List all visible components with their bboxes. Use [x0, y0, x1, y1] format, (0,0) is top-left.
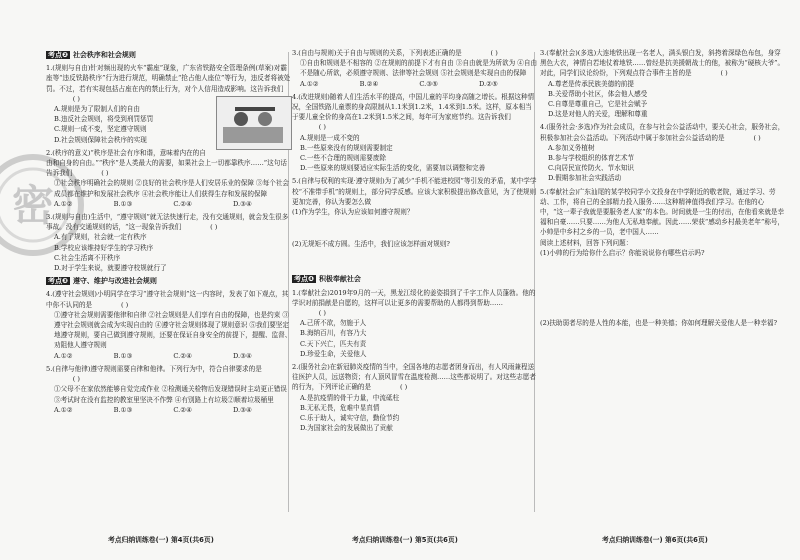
choice: D.③④ [233, 405, 252, 414]
option: B.学校应该维持好学生的学习秩序 [54, 243, 154, 252]
choice: A.①② [300, 79, 319, 88]
question-5b: 5.(自律与权利的实现·遵守规则)为了减少“手机不能进校园”等引发的矛盾，某中学学校“不准带手机”的规则上，部分同学反感。应该大家积极提出修改意见，为了使规则更加完善，你认为要怎么做 (1)作为学生，你认为应该如何遵守规则？ (2)无规矩不成方圆。生活中，我们应该怎样面对规则? [292, 176, 538, 271]
page-footer: 考点归纳训练卷(一) 第4页(共6页) [108, 536, 214, 544]
option: C.天下兴亡，匹夫有责 [300, 339, 367, 348]
option: B.参与学校组织的体育艺术节 [548, 154, 635, 163]
question-3c: 3.(奉献社会)(多选)大连地铁出现一名老人，满头银白发，斜挎着深绿色布包，身穿黑色大衣，神情自若地仗着地铁……曾经是抗美援朝战士的他，被称为“硬核大爷”。对此，同学们议论纷纷，下列观点符合事件主旨的是 ( ) A.尊老是传承民族美德的前提 B.关爱帮助小社区，体会他人感受 C.自尊是尊重自己，它是社会赋予 D.这是对他人的关爱，理解和尊重 [540, 49, 785, 119]
choice: A.①② [54, 405, 73, 414]
choice: C.③⑤ [419, 79, 439, 88]
option-list: ①父母不在家依然能够自觉完成作业 ②检测通关检物后发现错误时主动更正错误 ③考试时在没有监控的教室里坚决不作弊 ④有别路上有垃圾②顺着垃圾桶里 [54, 385, 287, 404]
option: D.对于学生来说，就要遵守校规就行了 [54, 264, 167, 273]
answer-space[interactable] [540, 328, 786, 350]
choice: C.②④ [173, 351, 193, 360]
option: B.违反社会规则，将受到刑罚惩罚 [54, 115, 154, 124]
question-7: 2.(服务社会)在新冠肺炎疫情的当中，全国各地的志愿者团身而出，有人风雨兼程送往医护人员，远送物资；有人顶风冒雪在温度检测……这些都说明了。对这些志愿者的行为，下列评论正确的是 ( ) A.是抗疫情的骨干力量，中流砥柱 B.无私无畏，危难中显真情 C.乐于助人，诚实守信，勤俭节约 D.为国家社会的发展做出了贡献 [292, 362, 538, 433]
page-footer: 考点归纳训练卷(一) 第6页(共6页) [602, 536, 708, 544]
column-page-5 [292, 48, 538, 437]
option: D.假期参加社会实践活动 [548, 174, 622, 183]
column-page-4 [46, 48, 292, 418]
cartoon-illustration [216, 96, 292, 150]
column-page-6 [540, 48, 786, 353]
section-heading: 考点❹ 积极奉献社会 [294, 275, 361, 284]
choice: A.①② [54, 351, 73, 360]
option: C.乐于助人，诚实守信，勤俭节约 [300, 414, 400, 423]
question-2: 2.(秩序的意义)“秩序是社会有序和谐，意味着内在的自由和自身的自由。”“秩序”是人类最大的需要，如果社会上一切都靠秩序……”这句话告诉我们 ( ) ①社会秩序明确社会的规则 ②良好的社会秩序是人们安居乐业的保障 ③每个社会成员都在维护和发展社会秩序 ④社会秩序能让人们获得生存和发展的保障 A.①② B.①③ C.②④ D.③④ [46, 148, 292, 209]
instruction: 阅读上述材料，回答下列问题： [540, 238, 633, 247]
choice: C.②④ [173, 405, 193, 414]
option-list: ①自由和规则是不相容的 ②在规则的前提下才有自由 ③自由就是为所欲为 ④自由不是随心所欲，必须遵守规则、法律等社会规则 ⑤社会规则是实现自由的保障 [300, 59, 538, 78]
option: A.规则是一成不变的 [300, 133, 360, 142]
option: A.参加义务植树 [548, 143, 595, 152]
choice: D.③④ [233, 351, 252, 360]
option: D.一些原来的规则要适应实际生活的变化，需要加以调整和完善 [300, 164, 486, 173]
choice: D.②⑤ [479, 79, 498, 88]
question-5c: 5.(奉献社会)广东汕尾的某学校同学小文投身在中学附近的敬老院，通过学习、劳动、工作，将自己的全部精力投入服务……这种精神值得我们学习。在他的心中，“这一辈子我就是要服务老人家”的本色。时间就是一生的付出，在他看来就是幸福和自豪……只要……为他人无私地奉献。因此……荣获“感动乡村最美老年”称号，小帅是中乡村之乡的一员，老中国人…… 阅读上述材料，回答下列问题： (1)小帅的行为给你什么启示？你能说说你有哪些启示吗? (2)扶助弱者尽的是人性的本能，也是一种美德；你如何理解关爱他人是一种幸福? [540, 187, 786, 351]
option: D.这是对他人的关爱，理解和尊重 [548, 110, 648, 119]
choice: B.②④ [359, 79, 379, 88]
option-list: ①社会秩序明确社会的规则 ②良好的社会秩序是人们安居乐业的保障 ③每个社会成员都在维护和发展社会秩序 ④社会秩序能让人们获得生存和发展的保障 [54, 179, 289, 198]
option: A.尊老是传承民族美德的前提 [548, 79, 634, 88]
section-heading: 考点❸ 遵守、维护与改进社会规则 [48, 277, 157, 286]
choice: B.①③ [113, 199, 133, 208]
answer-space[interactable] [292, 249, 538, 271]
option: D.为国家社会的发展做出了贡献 [300, 424, 393, 433]
option: A.有了规则，社会就一定有秩序 [54, 233, 147, 242]
question-4b: 4.(改进规则)随着人们生活水平的提高，中国儿童的平均身高随之增长。根据这种情况，全国铁路儿童票的身高限制从1.1米到1.2米，1.4米到1.5米。这样，原本相当于要儿童全价的身高在1.2米到1.5米之间，每年可为家庭节约。这告诉我们 ( ) A.规则是一成不变的 B.一些原来没有的规则需要制定 C.一些不合理的规则需要废除 D.一些原来的规则要适应实际生活的变化，需要加以调整和完善 [292, 92, 538, 174]
option: D.社会规则保障社会秩序的实现 [54, 135, 147, 144]
option: A.规则是为了限制人们的自由 [54, 105, 140, 114]
option-list: ①遵守社会规则需要他律和自律 ②社会规则是人们享有自由的保障，也是约束 ③遵守社会规则就会成为实现自由的 ④遵守社会规则体现了规则意识 ⑤我们要坚定地遵守规则，要自己做到遵守规则，还要在保证自身安全的前提下，提醒、监督、劝阻他人遵守规则 [54, 310, 292, 350]
option: C.社会生活离不开秩序 [54, 253, 121, 262]
question-5: 5.(自律与他律)遵守规则需要自律和他律。下列行为中，符合自律要求的是 ( ) ①父母不在家依然能够自觉完成作业 ②检测通关检物后发现错误时主动更正错误 ③考试时在没有监控的教室里坚决不作弊 ④有别路上有垃圾②顺着垃圾桶里 A.①② B.①③ C.②④ D.③④ [46, 364, 292, 415]
choice: C.②④ [173, 199, 193, 208]
choice: B.①③ [113, 405, 133, 414]
page-footer: 考点归纳训练卷(一) 第5页(共6页) [352, 536, 458, 544]
option: C.规则一成不变，坚定遵守规则 [54, 125, 147, 134]
option: A.己所不欲，勿施于人 [300, 319, 367, 328]
option: B.无私无畏，危难中显真情 [300, 403, 380, 412]
option: B.一些原来没有的规则需要制定 [300, 143, 393, 152]
sub-question: (1)作为学生，你认为应该如何遵守规则？ [292, 208, 414, 217]
question-3: 3.(规则与自由)生活中，“遵守规则”就无法快速行走，没有交通规则，就会发生很多事故。没有交通规则的话，“这一现象告诉我们 ( ) A.有了规则，社会就一定有秩序 B.学校应该维持好学生的学习秩序 C.社会生活离不开秩序 D.对于学生来说，就要遵守校规就行了 [46, 212, 292, 273]
option: A.是抗疫情的骨干力量，中流砥柱 [300, 393, 400, 402]
section-heading: 考点❷ 社会秩序和社会规则 [48, 51, 136, 59]
question-4: 4.(遵守社会规则)小明同学在学习“遵守社会规则”这一内容时，发表了如下观点，其中你不认同的是 ( ) ①遵守社会规则需要他律和自律 ②社会规则是人们享有自由的保障，也是约束 ③遵守社会规则就会成为实现自由的 ④遵守社会规则体现了规则意识 ⑤我们要坚定地遵守规则，要自己做到遵守规则，还要在保证自身安全的前提下，提醒、监督、劝阻他人遵守规则 A.①② B.①③ C.②④ D.③④ [46, 290, 292, 360]
question-1: 1.(规则与自由)针对频出现的火车“霸座”现象，广东省铁路安全管理条例(草案)对霸座等“违反铁路秩序”行为进行规范，明确禁止“抢占他人座位”等行为，违反者将被处罚。不过，若有实现包括占座在内的禁止行为，对个人信用造成影响。这告诉我们 ( ) A.规则是为了限制人们的自由 B.违反社会规则，将受到刑罚惩罚 C.规则一成不变，坚定遵守规则 D.社会规则保障社会秩序的实现 [46, 63, 292, 145]
choice-row [54, 199, 252, 209]
option: B.关爱帮助小社区，体会他人感受 [548, 89, 648, 98]
choice: B.①③ [113, 351, 133, 360]
choice-row [54, 405, 252, 415]
answer-space[interactable] [292, 217, 538, 239]
option: B.海纳百川，有容乃大 [300, 329, 367, 338]
choice-row [54, 351, 252, 361]
option: C.向居民宣传防火、节水知识 [548, 164, 635, 173]
question-4c: 4.(服务社会·多选)作为社会成员，在参与社会公益活动中，要关心社会，服务社会，积极参加社会公益活动。下列活动中属于参加社会公益活动的是 ( ) A.参加义务植树 B.参与学校组织的体育艺术节 C.向居民宣传防火、节水知识 D.假期参加社会实践活动 [540, 123, 785, 183]
question-3b: 3.(自由与规则)关于自由与规则的关系，下列表述正确的是 ( ) ①自由和规则是不相容的 ②在规则的前提下才有自由 ③自由就是为所欲为 ④自由不是随心所欲，必须遵守规则、法律等社会规则 ⑤社会规则是实现自由的保障 A.①② B.②④ C.③⑤ D.②⑤ [292, 49, 538, 88]
sub-question: (1)小帅的行为给你什么启示？你能说说你有哪些启示吗? [540, 248, 705, 257]
answer-space[interactable] [540, 258, 786, 318]
choice: D.③④ [233, 199, 252, 208]
choice: A.①② [54, 199, 73, 208]
svg-text:密: 密 [11, 181, 55, 230]
question-6: 1.(奉献社会)2019年9月的一天，黑龙江绥化的姜姿捐到了千字工作人员蓬勃。他的学识对前捐献是自愿的，这样可以让更多的需要帮助的人都得到帮助…… ( ) A.己所不欲，勿施于人 B.海纳百川，有容乃大 C.天下兴亡，匹夫有责 D.珍爱生命，关爱他人 [292, 288, 538, 359]
option: D.珍爱生命，关爱他人 [300, 349, 367, 358]
choice-row [300, 79, 498, 89]
sub-question: (2)无规矩不成方圆。生活中，我们应该怎样面对规则? [292, 240, 450, 249]
option: C.自尊是尊重自己，它是社会赋予 [548, 100, 648, 109]
sub-question: (2)扶助弱者尽的是人性的本能，也是一种美德；你如何理解关爱他人是一种幸福? [540, 319, 778, 328]
option: C.一些不合理的规则需要废除 [300, 154, 387, 163]
